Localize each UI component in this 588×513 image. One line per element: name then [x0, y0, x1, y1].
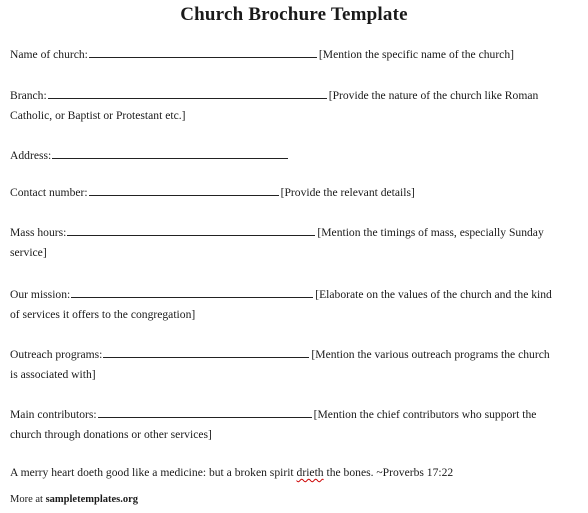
footer-prefix: More at — [10, 494, 46, 505]
field-label: Outreach programs: — [10, 348, 103, 361]
field-label: Branch: — [10, 89, 47, 102]
quote-text-before: A merry heart doeth good like a medicine: but a broken spirit — [10, 466, 297, 479]
footer-credit — [10, 494, 138, 505]
field-hint: [Provide the nature of the church like Roman — [328, 89, 539, 102]
field-our-mission — [10, 284, 580, 325]
field-hint: [Mention the timings of mass, especially Sunday — [317, 226, 544, 239]
field-mass-hours — [10, 222, 580, 263]
field-label: Contact number: — [10, 186, 88, 199]
field-hint: [Mention the specific name of the church] — [318, 48, 514, 61]
field-label: Name of church: — [10, 48, 88, 61]
field-hint-continuation: is associated with] — [10, 368, 96, 381]
blank-line — [52, 145, 288, 159]
field-label: Main contributors: — [10, 408, 97, 421]
field-hint-continuation: service] — [10, 246, 47, 259]
field-hint: [Provide the relevant details] — [280, 186, 415, 199]
field-name-of-church — [10, 44, 580, 65]
field-contact-number — [10, 182, 580, 203]
field-label: Mass hours: — [10, 226, 67, 239]
quote-text-after: the bones. ~Proverbs 17:22 — [323, 466, 454, 479]
footer-site-link[interactable]: sampletemplates.org — [45, 494, 139, 505]
blank-line — [48, 85, 327, 99]
field-label: Our mission: — [10, 288, 71, 301]
field-hint-continuation: church through donations or other services] — [10, 428, 212, 441]
page-title: Church Brochure Template — [180, 4, 408, 25]
field-hint-continuation: of services it offers to the congregation] — [10, 308, 196, 321]
blank-line — [98, 404, 312, 418]
spellcheck-flagged-word: drieth — [296, 466, 324, 479]
field-hint-continuation: Catholic, or Baptist or Protestant etc.] — [10, 109, 186, 122]
field-hint: [Mention the various outreach programs the church — [311, 348, 550, 361]
field-hint: [Mention the chief contributors who support the — [313, 408, 537, 421]
blank-line — [89, 182, 279, 196]
field-outreach-programs — [10, 344, 580, 385]
blank-line — [67, 222, 315, 236]
blank-line — [103, 344, 309, 358]
field-label: Address: — [10, 149, 52, 162]
blank-line — [89, 44, 317, 58]
proverb-quote — [10, 466, 453, 479]
field-branch — [10, 85, 580, 126]
field-address — [10, 145, 580, 166]
field-hint: [Elaborate on the values of the church and the kind — [315, 288, 552, 301]
blank-line — [71, 284, 313, 298]
field-main-contributors — [10, 404, 580, 445]
